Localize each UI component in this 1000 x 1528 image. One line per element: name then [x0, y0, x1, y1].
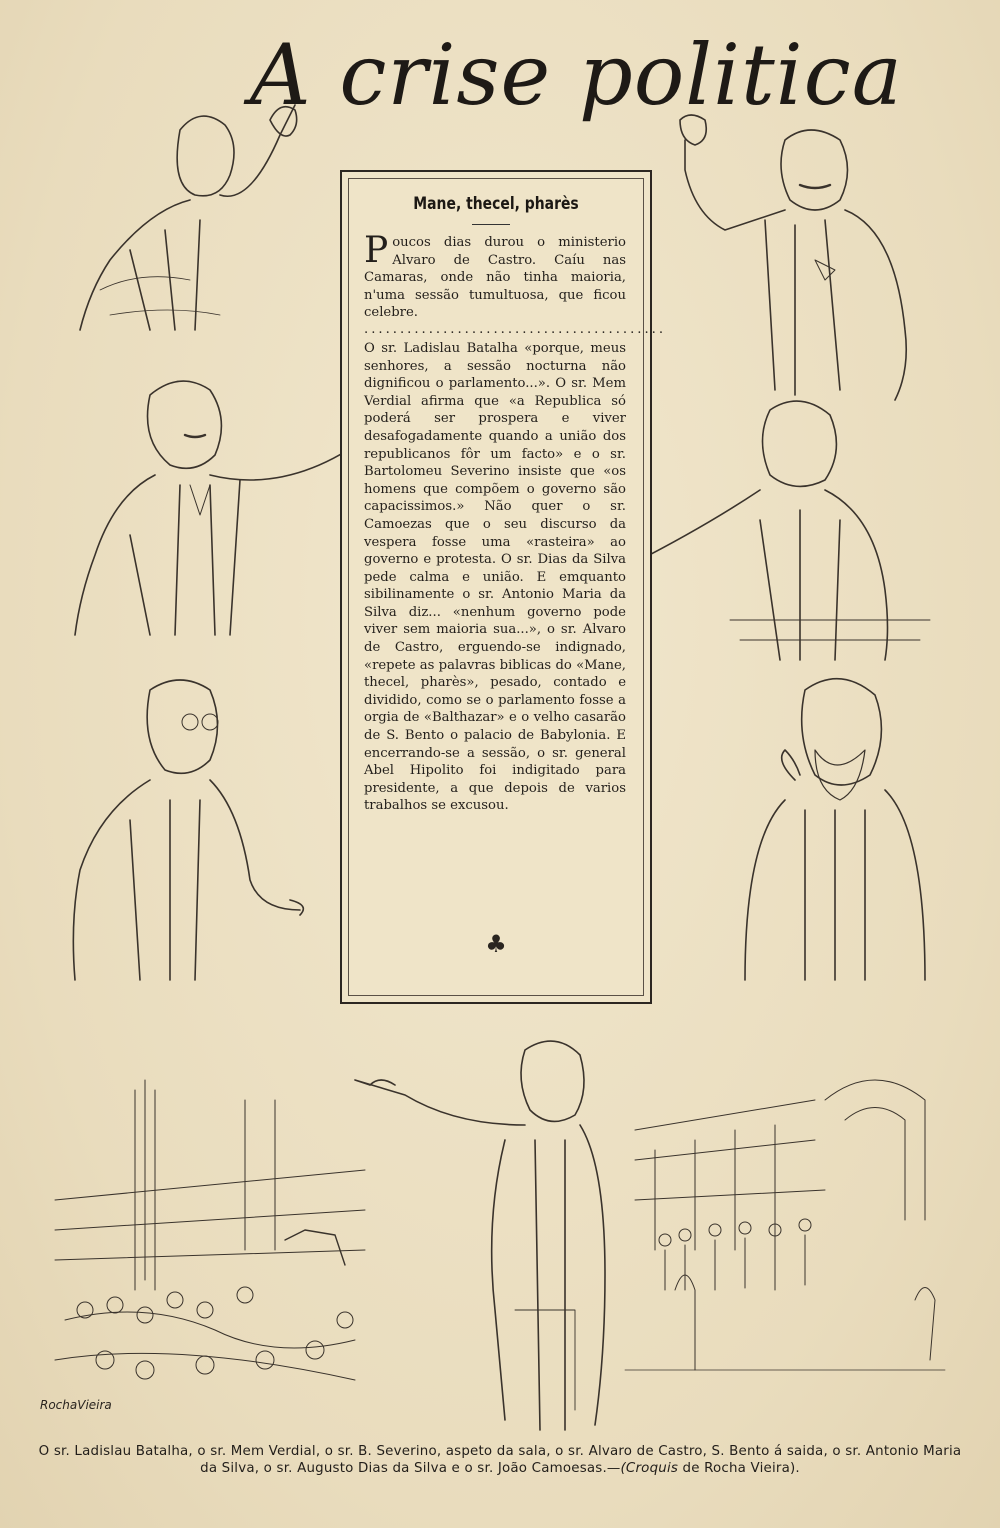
artist-signature: RochaVieira — [40, 1398, 112, 1412]
article-box — [340, 170, 667, 1004]
article-heading: Mane, thecel, pharès — [413, 194, 579, 214]
illustration-antonio-maria-da-silva — [70, 670, 310, 980]
dotted-separator: .......................................... — [364, 321, 667, 337]
illustration-joao-camoesas — [610, 390, 930, 660]
illustration-alvaro-de-castro — [355, 1030, 615, 1430]
article-body: O sr. Ladislau Batalha «porque, meus senhores, a sessão nocturna não dignificou o parlamento...». O sr. Mem Verdial afirma que «a Republica só poderá ser prospera e viver desafogadamente quando a união dos republicanos fôr um facto» e o sr. Bartolomeu Severino insiste que «os homens que compõem o governo são capacissimos.» Não quer o sr. Camoezas que o seu discurso da vespera fosse uma «rasteira» ao governo e protesta. O sr. Dias da Silva pede calma e união. E emquanto sibilinamente o sr. Antonio Maria da Silva diz... «nenhum governo pode viver sem maioria sua...», o sr. Alvaro de Castro, erguendo-se indignado, «repete as palavras biblicas do «Mane, thecel, pharès», pesado, contado e dividido, como se o parlamento fosse a orgia de «Balthazar» e o velho casarão de S. Bento o palacio de Babylonia. E encerrando-se a sessão, o sr. general Abel Hipolito foi indigitado para presidente, a que depois de varios trabalhos se excusou. — [364, 340, 626, 814]
illustration-parliament-hall — [45, 1060, 375, 1430]
page-caption — [30, 1443, 970, 1477]
illustration-mem-verdial — [655, 110, 925, 400]
article-intro-paragraph — [364, 230, 626, 322]
caption-credit-italic: (Croquis — [620, 1461, 679, 1476]
club-ornament-icon: ♣ — [485, 930, 507, 958]
heading-rule — [472, 224, 510, 225]
caption-text: O sr. Ladislau Batalha, o sr. Mem Verdial, o sr. B. Severino, aspeto da sala, o sr. Alvaro de Castro, S. Bento á saida, o sr. Antonio Maria da Silva, o sr. Augusto Dias da Silva e o sr. João Camoesas.— — [38, 1444, 962, 1476]
illustration-s-bento-exit — [625, 1070, 945, 1400]
article-text — [364, 230, 667, 815]
illustration-augusto-dias-da-silva — [735, 670, 935, 980]
caption-credit: de Rocha Vieira). — [678, 1461, 800, 1476]
article-intro: oucos dias durou o ministerio Alvaro de Castro. Caíu nas Camaras, onde não tinha maioria, n'uma sessão tumultuosa, que ficou celebre. — [364, 235, 626, 321]
drop-cap: P — [364, 230, 389, 271]
illustration-ladislau-batalha — [70, 90, 310, 330]
page-title: A crise politica — [250, 26, 903, 124]
